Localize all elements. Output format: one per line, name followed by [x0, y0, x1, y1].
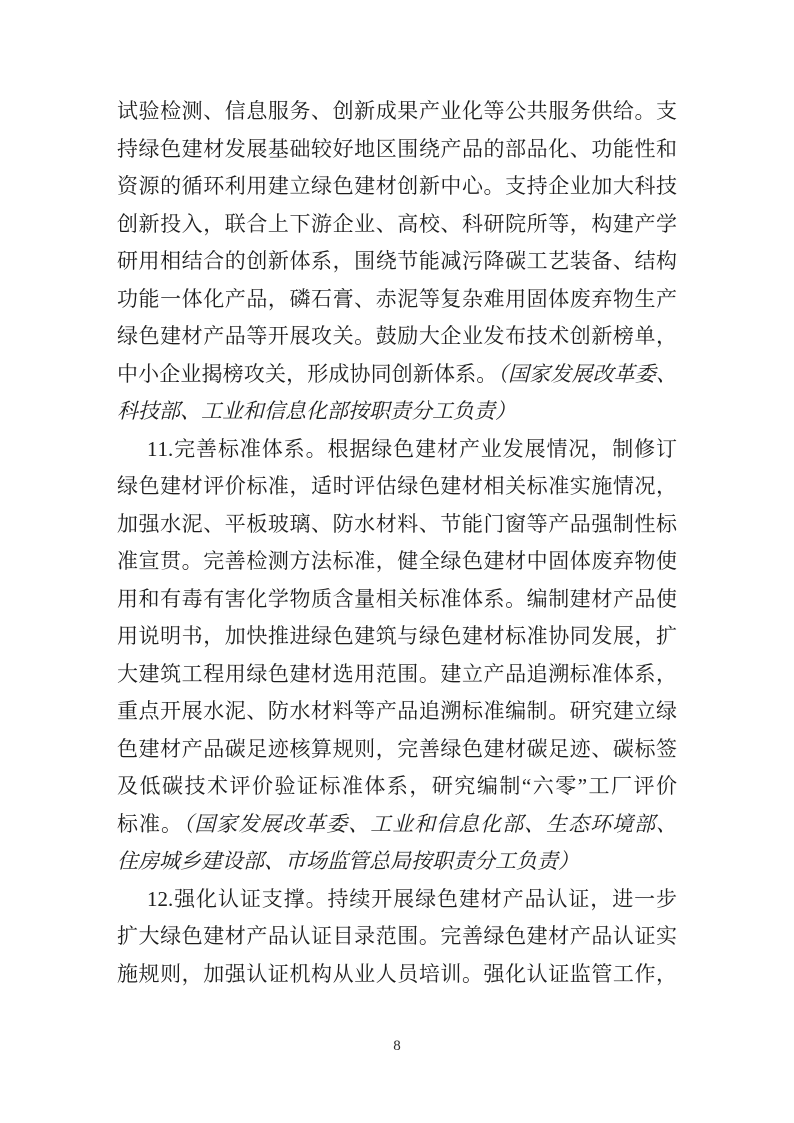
page-number: 8: [393, 1038, 401, 1054]
body-text-run: 扩大绿色建材产品认证目录范围。完善绿色建材产品认证实: [117, 924, 677, 948]
text-line: [117, 581, 677, 619]
body-text-run: 功能一体化产品，磷石膏、赤泥等复杂难用固体废弃物生产: [117, 286, 677, 311]
attribution-text-run: （国家发展改革委、工业和信息化部、生态环境部、: [182, 811, 677, 836]
text-line: [117, 318, 677, 356]
text-line: [117, 131, 677, 169]
text-line: [117, 843, 677, 881]
body-text-run: 资源的循环利用建立绿色建材创新中心。支持企业加大科技: [117, 174, 677, 198]
body-text-run: 用和有毒有害化学物质含量相关标准体系。编制建材产品使: [117, 586, 677, 611]
attribution-text-run: （国家发展改革委、: [497, 361, 677, 386]
text-line: [117, 468, 677, 506]
body-text-run: 中小企业揭榜攻关，形成协同创新体系。: [117, 361, 498, 386]
text-line: [117, 806, 677, 844]
body-text-run: 11.完善标准体系。根据绿色建材产业发展情况，制修订: [147, 436, 677, 461]
body-text-run: 试验检测、信息服务、创新成果产业化等公共服务供给。支: [117, 99, 677, 123]
body-text-run: 大建筑工程用绿色建材选用范围。建立产品追溯标准体系，: [117, 661, 677, 686]
text-line: [117, 918, 677, 956]
body-text-run: 用说明书，加快推进绿色建筑与绿色建材标准协同发展，扩: [117, 624, 677, 648]
text-line: [117, 618, 677, 656]
text-line: [117, 506, 677, 544]
body-text-run: 色建材产品碳足迹核算规则，完善绿色建材碳足迹、碳标签: [117, 736, 677, 761]
text-line: [117, 656, 677, 694]
text-line: [117, 93, 677, 131]
body-text-run: 重点开展水泥、防水材料等产品追溯标准编制。研究建立绿: [117, 699, 677, 723]
body-text-run: 标准。: [117, 811, 183, 836]
text-line: [117, 168, 677, 206]
attribution-text-run: 科技部、工业和信息化部按职责分工负责）: [117, 399, 516, 423]
text-line: [117, 356, 677, 394]
body-text-run: 持绿色建材发展基础较好地区围绕产品的部品化、功能性和: [117, 136, 677, 161]
text-line: [117, 206, 677, 244]
text-line: [117, 393, 677, 431]
body-text-run: 加强水泥、平板玻璃、防水材料、节能门窗等产品强制性标: [117, 511, 677, 536]
body-text-run: 12.强化认证支撑。持续开展绿色建材产品认证，进一步: [147, 886, 677, 911]
body-text-run: 研用相结合的创新体系，围绕节能减污降碳工艺装备、结构: [117, 249, 677, 273]
text-line: [117, 281, 677, 319]
text-line: [117, 543, 677, 581]
body-text-run: 创新投入，联合上下游企业、高校、科研院所等，构建产学: [117, 211, 677, 236]
body-text-run: 施规则，加强认证机构从业人员培训。强化认证监管工作，: [117, 961, 677, 986]
text-line: [117, 768, 677, 806]
body-text-run: 及低碳技术评价验证标准体系，研究编制“六零”工厂评价: [117, 774, 677, 798]
page-footer: [0, 1036, 794, 1056]
text-line: [117, 693, 677, 731]
attribution-text-run: 住房城乡建设部、市场监管总局按职责分工负责）: [117, 849, 579, 873]
text-line: [117, 431, 677, 469]
text-line: [117, 731, 677, 769]
document-text: [117, 93, 677, 993]
body-text-run: 绿色建材产品等开展攻关。鼓励大企业发布技术创新榜单，: [117, 324, 677, 348]
text-line: [117, 243, 677, 281]
body-text-run: 准宣贯。完善检测方法标准，健全绿色建材中固体废弃物使: [117, 549, 677, 573]
body-text-run: 绿色建材评价标准，适时评估绿色建材相关标准实施情况，: [117, 474, 677, 498]
text-line: [117, 956, 677, 994]
text-line: [117, 881, 677, 919]
